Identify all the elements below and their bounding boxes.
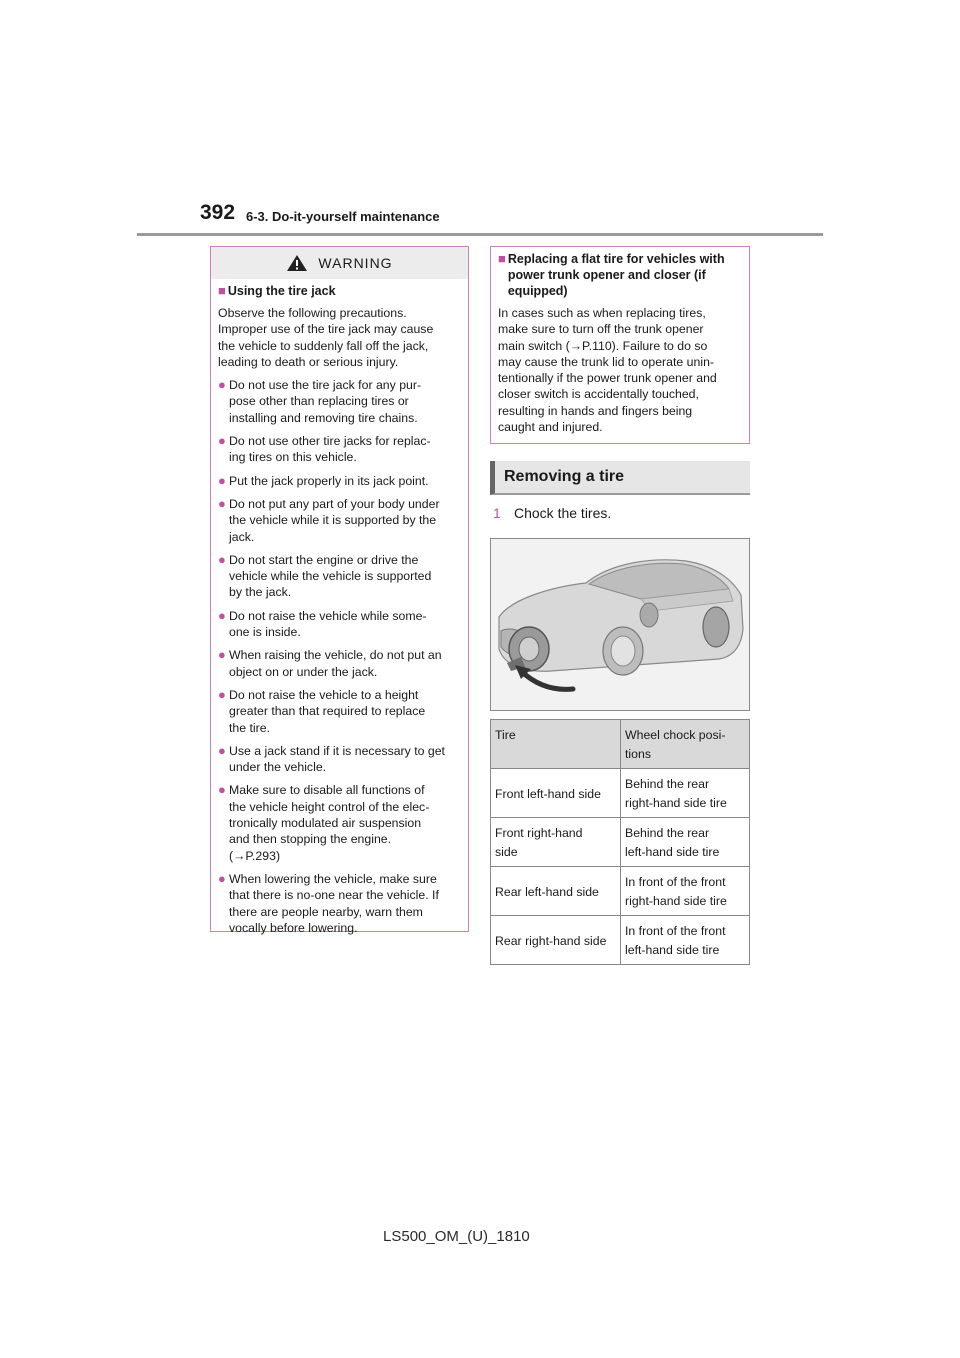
table-cell-tire: Front left-hand side [491,769,621,818]
warning-intro-line: Improper use of the tire jack may cause [218,322,434,337]
caution-line: In cases such as when replacing tires, [498,306,706,320]
footer-code: LS500_OM_(U)_1810 [383,1228,530,1245]
table-cell-position: In front of the front left-hand side tire [621,916,750,965]
bullet-line: Do not start the engine or drive the [229,552,419,567]
bullet-line: vocally before lowering. [229,920,358,935]
bullet-line: the vehicle while it is supported by the [229,513,437,528]
caution-line: make sure to turn off the trunk opener [498,322,704,337]
bullet-line: When lowering the vehicle, make sure [229,871,437,886]
caution-line: caught and injured. [498,420,603,435]
round-bullet-icon: ● [218,870,226,886]
warning-header [211,247,468,279]
round-bullet-icon: ● [218,647,226,663]
bullet-line: the vehicle height control of the elec- [229,799,430,814]
bullet-line: tronically modulated air suspension [229,816,422,831]
warning-bullet [218,647,459,680]
round-bullet-icon: ● [218,742,226,758]
caution-line: may cause the trunk lid to operate unin- [498,354,715,369]
table-header-chock-positions: Wheel chock posi- tions [621,720,750,769]
removing-tire-title: Removing a tire [504,468,625,485]
bullet-line: the tire. [229,720,271,735]
caution-line: main switch (→P.110). Failure to do so [498,338,708,353]
table-row [491,867,750,916]
table-cell-tire: Front right-hand side [491,818,621,867]
section-title: 6-3. Do-it-yourself maintenance [246,209,440,224]
caution-heading-line: Replacing a flat tire for vehicles with [507,252,725,266]
bullet-line: ing tires on this vehicle. [229,450,357,465]
table-cell-position: Behind the rear left-hand side tire [621,818,750,867]
caution-heading-line: power trunk opener and closer (if [507,268,706,282]
round-bullet-icon: ● [218,551,226,567]
car-illustration-graphic [491,539,749,710]
wheel-chock-table [490,719,750,965]
warning-bullet [218,687,459,736]
warning-body [211,283,468,936]
header-rule [137,233,823,236]
caution-heading-line: equipped) [507,284,568,298]
bullet-line: that there is no-one near the vehicle. If [229,888,439,903]
bullet-line: Put the jack properly in its jack point. [229,473,429,488]
caution-heading [498,251,741,299]
step-1 [493,505,611,521]
round-bullet-icon: ● [218,377,226,393]
table-cell-tire: Rear right-hand side [491,916,621,965]
caution-body [498,305,741,435]
bullet-line: Use a jack stand if it is necessary to get [229,743,445,758]
caution-box [490,246,750,444]
round-bullet-icon: ● [218,433,226,449]
table-row [491,769,750,818]
bullet-line: jack. [229,529,255,544]
bullet-line: Do not put any part of your body under [229,496,440,511]
round-bullet-icon: ● [218,607,226,623]
table-row [491,818,750,867]
warning-intro-line: leading to death or serious injury. [218,354,399,369]
table-cell-tire: Rear left-hand side [491,867,621,916]
page-number: 392 [200,201,236,224]
warning-label: WARNING [318,255,393,271]
square-bullet-icon: ■ [498,251,506,266]
step-number: 1 [493,505,501,521]
bullet-line: by the jack. [229,585,292,600]
table-cell-position: In front of the front right-hand side tire [621,867,750,916]
bullet-line: (→P.293) [229,848,281,863]
bullet-line: Do not raise the vehicle to a height [229,687,419,702]
round-bullet-icon: ● [218,472,226,488]
car-chock-illustration [490,538,750,711]
bullet-line: one is inside. [229,625,301,640]
warning-intro-line: Observe the following precautions. [218,306,407,320]
warning-bullet [218,377,459,426]
round-bullet-icon: ● [218,782,226,798]
warning-heading [218,283,459,299]
bullet-line: and then stopping the engine. [229,832,392,847]
warning-bullet [218,743,459,776]
caution-line: tentionally if the power trunk opener and [498,371,717,386]
warning-bullet [218,496,459,545]
bullet-line: under the vehicle. [229,760,327,775]
bullet-line: When raising the vehicle, do not put an [229,648,442,663]
bullet-line: Do not use the tire jack for any pur- [229,378,422,393]
table-header-tire: Tire [491,720,621,769]
table-header-row [491,720,750,769]
table-row [491,916,750,965]
warning-heading-text: Using the tire jack [227,284,336,298]
removing-tire-heading [490,461,750,495]
bullet-line: object on or under the jack. [229,664,378,679]
warning-triangle-icon [286,254,308,272]
table-cell-position: Behind the rear right-hand side tire [621,769,750,818]
warning-bullet [218,871,459,936]
warning-bullet [218,473,459,489]
bullet-line: pose other than replacing tires or [229,394,409,409]
warning-bullet [218,608,459,641]
caution-line: closer switch is accidentally touched, [498,387,699,402]
warning-bullet [218,782,459,863]
round-bullet-icon: ● [218,686,226,702]
warning-intro-line: the vehicle to suddenly fall off the jack, [218,338,429,353]
warning-box [210,246,469,935]
bullet-line: vehicle while the vehicle is supported [229,569,432,584]
caution-line: resulting in hands and fingers being [498,403,693,418]
bullet-line: Do not raise the vehicle while some- [229,608,427,623]
bullet-line: Do not use other tire jacks for replac- [229,434,431,449]
square-bullet-icon: ■ [218,283,226,298]
round-bullet-icon: ● [218,495,226,511]
bullet-line: there are people nearby, warn them [229,904,423,919]
step-text: Chock the tires. [514,505,612,521]
bullet-line: greater than that required to replace [229,704,426,719]
warning-bullet [218,433,459,466]
bullet-line: installing and removing tire chains. [229,410,418,425]
warning-intro [218,305,459,370]
warning-bullet [218,552,459,601]
bullet-line: Make sure to disable all functions of [229,783,425,798]
